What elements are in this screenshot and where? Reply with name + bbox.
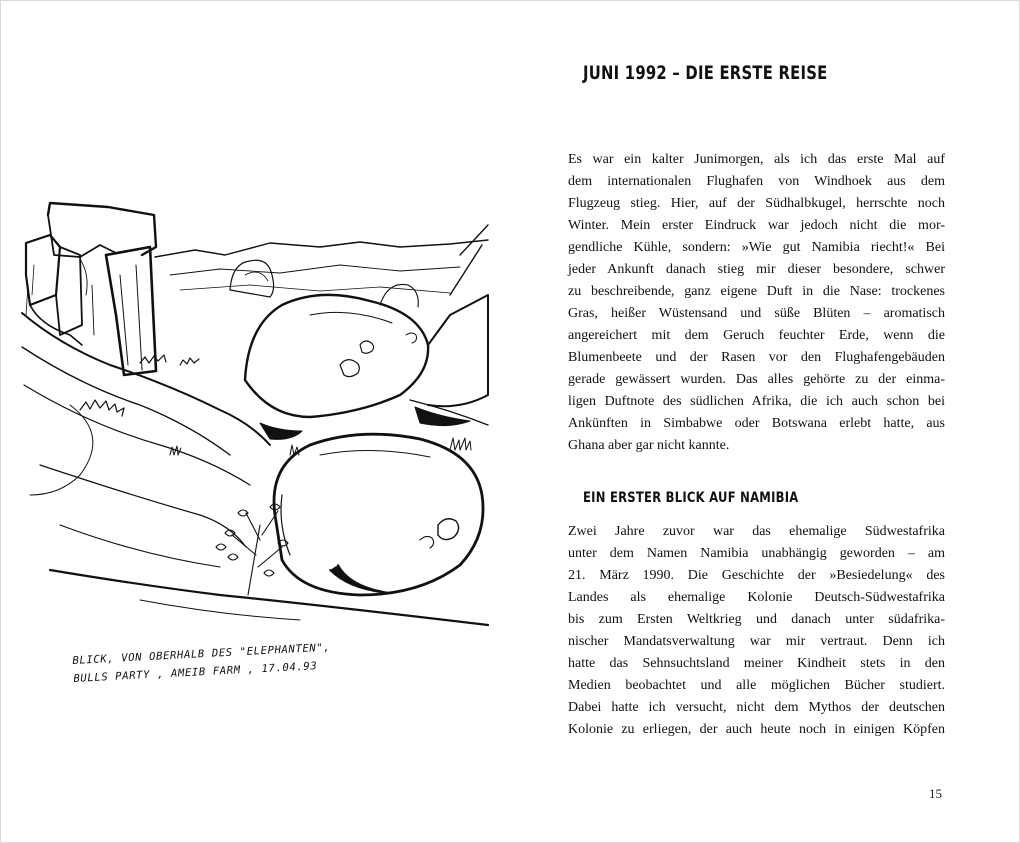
text-line: Winter. Mein erster Eindruck war jedoch nicht die mor-: [568, 218, 945, 233]
paragraph-1: [568, 149, 945, 457]
text-line: gendliche Kühle, sondern: »Wie gut Namibia riecht!« Bei: [568, 240, 945, 255]
text-line: Blumenbeete und der Rasen vor den Flughafengebäuden: [568, 350, 945, 365]
text-line: Gras, heißer Wüstensand und süße Blüten – aromatisch: [568, 306, 945, 321]
text-line: Es war ein kalter Junimorgen, als ich das erste Mal auf: [568, 152, 945, 167]
text-line: hatte das Sehnsuchtsland meiner Kindheit stets in den: [568, 656, 945, 671]
text-line: zu beschreibende, ganz eigene Duft in die Nase: trockenes: [568, 284, 945, 299]
text-line: angereichert mit dem Geruch feuchter Erde, wenn die: [568, 328, 945, 343]
text-line: gerade gewässert wurden. Das alles gehörte zu der einma-: [568, 372, 945, 387]
page-number: 15: [929, 786, 942, 801]
text-line: Kolonie zu erliegen, der auch heute noch in einigen Köpfen: [568, 722, 945, 737]
text-line: nischer Mandatsverwaltung war mir vertraut. Denn ich: [568, 634, 945, 649]
text-line: Landes als ehemalige Kolonie Deutsch-Südwestafrika: [568, 590, 945, 605]
text-line: dem internationalen Flughafen von Windhoek aus dem: [568, 174, 945, 189]
text-line: ligen Duftnote des südlichen Afrika, die ich auch schon bei: [568, 394, 945, 409]
sketch-caption: [72, 636, 373, 688]
section-heading: EIN ERSTER BLICK AUF NAMIBIA: [583, 490, 799, 506]
text-line: Dabei hatte ich versucht, nicht dem Mythos der deutschen: [568, 700, 945, 715]
text-line: Medien beobachtet und alle möglichen Bücher studiert.: [568, 678, 945, 693]
text-line: Ghana aber gar nicht kannte.: [568, 438, 730, 453]
text-line: Ankünften in Simbabwe oder Botswana erlebt hatte, aus: [568, 416, 945, 431]
caption-line: BLICK, VON OBERHALB DES "ELEPHANTEN",: [72, 641, 331, 667]
text-line: jeder Ankunft danach stieg mir dieser besondere, schwer: [568, 262, 945, 277]
text-line: Flugzeug stieg. Hier, auf der Südhalbkugel, herrschte noch: [568, 196, 945, 211]
chapter-title: JUNI 1992 – DIE ERSTE REISE: [583, 62, 828, 84]
text-line: Zwei Jahre zuvor war das ehemalige Südwestafrika: [568, 524, 945, 539]
text-line: 21. März 1990. Die Geschichte der »Besiedelung« des: [568, 568, 945, 583]
text-line: unter dem Namen Namibia unabhängig geworden – am: [568, 546, 945, 561]
paragraph-2: [568, 521, 945, 741]
rock-landscape-sketch: [20, 195, 490, 640]
caption-line: BULLS PARTY , AMEIB FARM , 17.04.93: [73, 660, 318, 685]
right-page: [510, 0, 1020, 843]
text-line: bis zum Ersten Weltkrieg und danach unter südafrika-: [568, 612, 945, 627]
